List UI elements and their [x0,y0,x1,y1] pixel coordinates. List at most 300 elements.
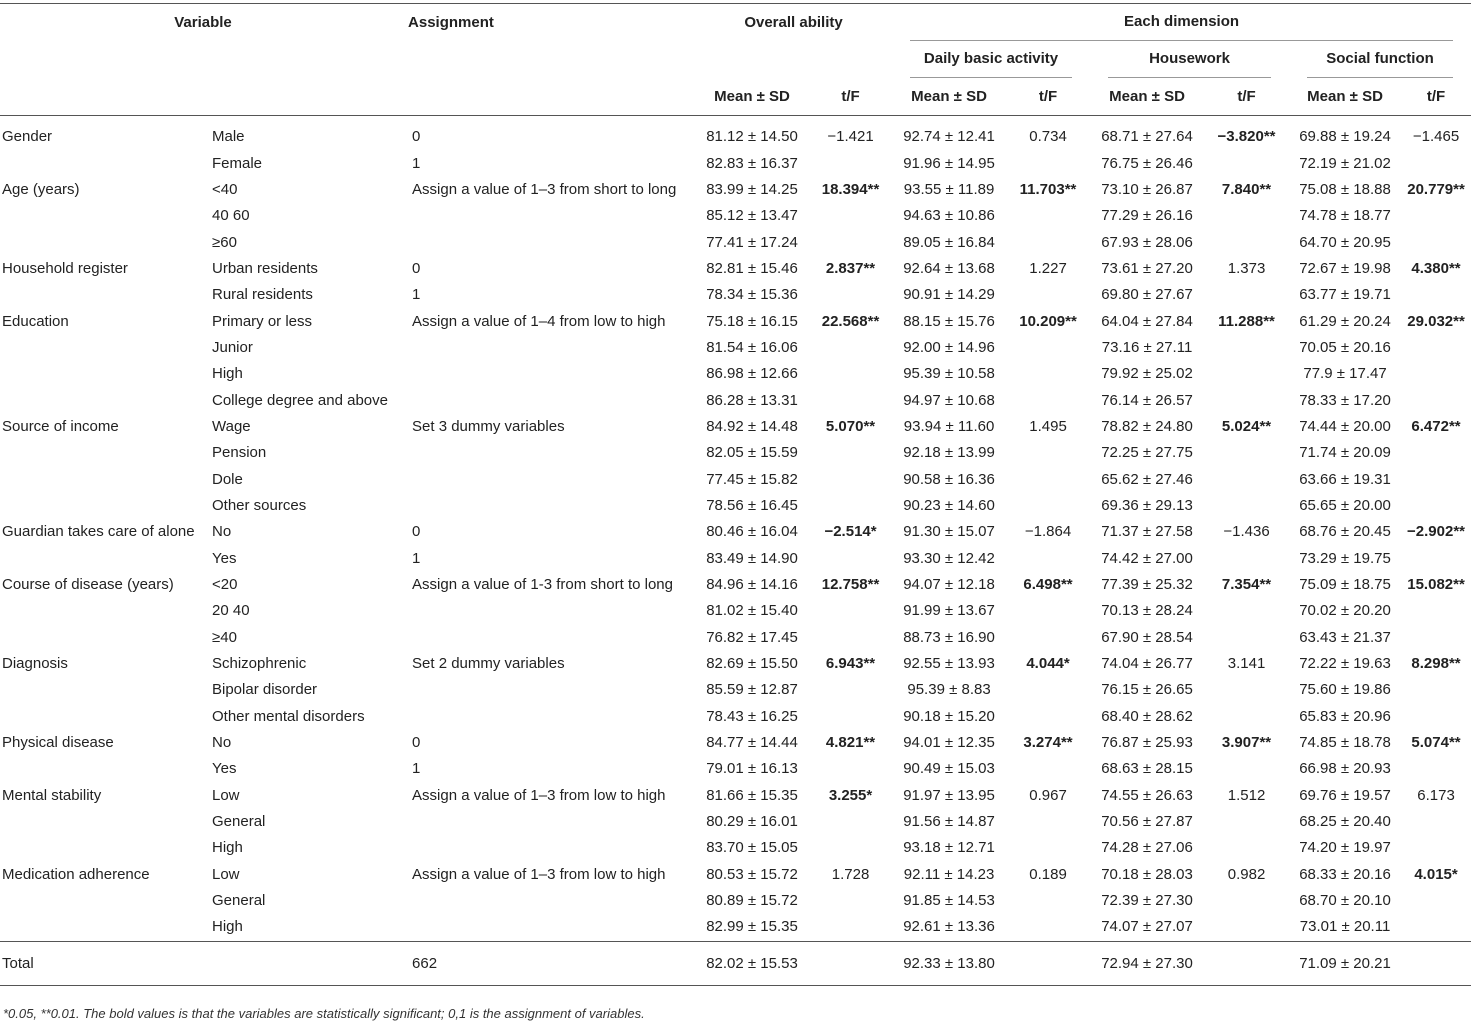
housework-tf-cell [1204,466,1289,492]
social-tf-cell [1401,914,1471,941]
daily-tf-cell [1006,677,1090,703]
social-tf-cell: 4.380** [1411,259,1461,277]
table-row [0,914,1471,941]
assignment-cell [406,361,695,387]
social-mean-cell: 72.22 ± 19.63 [1299,655,1391,673]
variable-cell [0,598,210,624]
social-mean-cell: 63.77 ± 19.71 [1299,286,1391,304]
social-mean-cell: 70.02 ± 20.20 [1299,602,1391,620]
variable-cell [0,282,210,308]
daily-mean-cell: 90.18 ± 15.20 [903,707,995,725]
assignment-cell [406,625,695,651]
level-cell: College degree and above [212,391,388,409]
assignment-cell [406,440,695,466]
daily-tf-cell [1006,546,1090,572]
total-daily-mean: 92.33 ± 13.80 [892,941,1006,985]
table-row [0,229,1471,255]
social-tf-cell [1401,466,1471,492]
header-tf: t/F [841,88,860,105]
social-mean-cell: 68.76 ± 20.45 [1299,523,1391,541]
overall-mean-cell: 77.41 ± 17.24 [706,233,798,251]
table-row [0,466,1471,492]
assignment-cell: 1 [412,760,421,778]
overall-mean-cell: 80.46 ± 16.04 [706,523,798,541]
housework-tf-cell [1204,150,1289,176]
overall-mean-cell: 85.12 ± 13.47 [706,207,798,225]
variable-cell [0,835,210,861]
housework-mean-cell: 74.28 ± 27.06 [1101,839,1193,857]
level-cell: ≥60 [212,233,237,251]
housework-mean-cell: 68.40 ± 28.62 [1101,707,1193,725]
social-tf-cell: 5.074** [1411,734,1461,752]
header-mean-sd: Mean ± SD [1109,88,1185,105]
social-tf-cell [1401,598,1471,624]
housework-tf-cell [1204,335,1289,361]
table-row [0,414,1471,440]
daily-mean-cell: 89.05 ± 16.84 [903,233,995,251]
social-mean-cell: 65.83 ± 20.96 [1299,707,1391,725]
housework-mean-cell: 74.04 ± 26.77 [1101,655,1193,673]
daily-tf-cell: 0.967 [1029,786,1067,804]
assignment-cell: 1 [412,154,421,172]
assignment-cell: Assign a value of 1–3 from low to high [412,786,666,804]
assignment-cell [406,835,695,861]
daily-tf-cell: 11.703** [1019,180,1077,198]
overall-mean-cell: 81.54 ± 16.06 [706,338,798,356]
assignment-cell [406,493,695,519]
social-tf-cell [1401,888,1471,914]
housework-mean-cell: 76.75 ± 26.46 [1101,154,1193,172]
assignment-cell [406,335,695,361]
total-n: 662 [406,941,695,985]
daily-mean-cell: 92.74 ± 12.41 [903,128,995,146]
table-row [0,756,1471,782]
variable-cell [0,203,210,229]
variable-cell [0,704,210,730]
social-mean-cell: 74.44 ± 20.00 [1299,417,1391,435]
overall-mean-cell: 80.53 ± 15.72 [706,865,798,883]
social-mean-cell: 64.70 ± 20.95 [1299,233,1391,251]
overall-tf-cell: 1.728 [831,865,870,883]
daily-tf-cell [1006,809,1090,835]
overall-tf-cell: 2.837** [825,259,876,277]
overall-tf-cell [809,440,892,466]
social-mean-cell: 78.33 ± 17.20 [1299,391,1391,409]
daily-mean-cell: 92.11 ± 14.23 [903,865,995,883]
daily-mean-cell: 88.15 ± 15.76 [903,312,995,330]
level-cell: Wage [212,417,251,435]
assignment-cell: Set 3 dummy variables [412,417,565,435]
table-row [0,677,1471,703]
level-cell: Junior [212,338,253,356]
assignment-cell [406,677,695,703]
social-mean-cell: 69.88 ± 19.24 [1299,128,1391,146]
daily-mean-cell: 91.99 ± 13.67 [903,602,995,620]
level-cell: Dole [212,470,243,488]
housework-mean-cell: 68.63 ± 28.15 [1101,760,1193,778]
table-body [0,116,1471,942]
social-mean-cell: 68.33 ± 20.16 [1299,865,1391,883]
header-assignment: Assignment [408,14,494,31]
level-cell: <20 [212,576,238,594]
variable-cell: Physical disease [2,734,114,752]
table-row [0,335,1471,361]
housework-tf-cell [1204,493,1289,519]
table-row [0,282,1471,308]
social-tf-cell [1401,835,1471,861]
social-mean-cell: 63.66 ± 19.31 [1299,470,1391,488]
table-row [0,387,1471,413]
housework-tf-cell: 1.512 [1227,786,1266,804]
housework-mean-cell: 76.87 ± 25.93 [1101,734,1193,752]
overall-tf-cell: −1.421 [827,128,874,146]
overall-mean-cell: 79.01 ± 16.13 [706,760,798,778]
level-cell: Female [212,154,263,172]
social-tf-cell: 6.173 [1417,786,1455,804]
daily-mean-cell: 94.01 ± 12.35 [903,734,995,752]
header-overall-ability: Overall ability [744,14,843,31]
housework-tf-cell [1204,809,1289,835]
housework-mean-cell: 70.56 ± 27.87 [1101,813,1193,831]
table-row [0,651,1471,677]
header-tf: t/F [1237,88,1256,105]
assignment-cell: Assign a value of 1-3 from short to long [412,576,673,594]
table-row [0,116,1471,151]
overall-mean-cell: 78.34 ± 15.36 [706,286,798,304]
daily-tf-cell [1006,361,1090,387]
total-overall-mean: 82.02 ± 15.53 [695,941,809,985]
social-mean-cell: 71.74 ± 20.09 [1299,444,1391,462]
housework-mean-cell: 68.71 ± 27.64 [1101,128,1193,146]
social-mean-cell: 73.29 ± 19.75 [1299,549,1391,567]
daily-mean-cell: 92.18 ± 13.99 [903,444,995,462]
social-tf-cell [1401,150,1471,176]
variable-cell: Source of income [2,417,119,435]
overall-mean-cell: 82.99 ± 15.35 [706,918,798,936]
overall-mean-cell: 84.77 ± 14.44 [706,734,798,752]
table-row [0,862,1471,888]
daily-mean-cell: 91.56 ± 14.87 [903,813,995,831]
variable-cell [0,387,210,413]
assignment-cell: Assign a value of 1–3 from short to long [412,180,677,198]
social-mean-cell: 74.78 ± 18.77 [1299,207,1391,225]
assignment-cell [406,704,695,730]
overall-mean-cell: 82.83 ± 16.37 [706,154,798,172]
social-mean-cell: 68.70 ± 20.10 [1299,892,1391,910]
level-cell: Yes [212,760,237,778]
level-cell: 40 60 [212,207,250,225]
housework-mean-cell: 72.39 ± 27.30 [1101,892,1193,910]
level-cell: High [212,918,243,936]
overall-tf-cell [809,493,892,519]
table-row [0,256,1471,282]
daily-tf-cell [1006,835,1090,861]
overall-mean-cell: 81.66 ± 15.35 [706,786,798,804]
total-social-mean: 71.09 ± 20.21 [1289,941,1401,985]
housework-tf-cell [1204,704,1289,730]
housework-mean-cell: 69.80 ± 27.67 [1101,286,1193,304]
housework-mean-cell: 76.14 ± 26.57 [1101,391,1193,409]
variable-cell [0,493,210,519]
overall-tf-cell [809,229,892,255]
overall-tf-cell [809,387,892,413]
level-cell: 20 40 [212,602,250,620]
housework-mean-cell: 64.04 ± 27.84 [1101,312,1193,330]
overall-tf-cell [809,756,892,782]
overall-mean-cell: 81.02 ± 15.40 [706,602,798,620]
social-mean-cell: 61.29 ± 20.24 [1299,312,1391,330]
social-mean-cell: 72.67 ± 19.98 [1299,259,1391,277]
social-tf-cell [1401,203,1471,229]
overall-mean-cell: 81.12 ± 14.50 [706,128,798,146]
social-tf-cell: 29.032** [1407,312,1465,330]
variable-cell [0,440,210,466]
level-cell: Low [212,865,240,883]
overall-tf-cell: 18.394** [821,180,880,198]
header-daily-basic-activity: Daily basic activity [892,41,1090,78]
daily-mean-cell: 91.30 ± 15.07 [903,523,995,541]
variable-cell [0,546,210,572]
overall-mean-cell: 83.99 ± 14.25 [706,180,798,198]
housework-mean-cell: 77.29 ± 26.16 [1101,207,1193,225]
housework-tf-cell: 7.354** [1221,576,1272,594]
daily-mean-cell: 91.85 ± 14.53 [903,892,995,910]
assignment-cell [406,888,695,914]
housework-mean-cell: 67.93 ± 28.06 [1101,233,1193,251]
housework-tf-cell: 11.288** [1218,312,1275,330]
table-row [0,835,1471,861]
daily-mean-cell: 94.97 ± 10.68 [903,391,995,409]
social-tf-cell [1401,704,1471,730]
daily-mean-cell: 95.39 ± 8.83 [907,681,991,699]
housework-mean-cell: 73.61 ± 27.20 [1101,259,1193,277]
daily-tf-cell [1006,466,1090,492]
daily-mean-cell: 90.23 ± 14.60 [903,496,995,514]
housework-tf-cell [1204,756,1289,782]
header-mean-sd: Mean ± SD [1307,88,1383,105]
table-row [0,203,1471,229]
overall-tf-cell: 4.821** [825,734,876,752]
daily-mean-cell: 91.97 ± 13.95 [903,786,995,804]
social-tf-cell: 4.015* [1414,865,1458,883]
housework-tf-cell [1204,914,1289,941]
variable-cell [0,361,210,387]
variable-cell: Education [2,312,69,330]
social-mean-cell: 70.05 ± 20.16 [1299,338,1391,356]
housework-tf-cell: 0.982 [1227,865,1266,883]
daily-mean-cell: 94.07 ± 12.18 [903,576,995,594]
daily-tf-cell [1006,888,1090,914]
housework-mean-cell: 79.92 ± 25.02 [1101,365,1193,383]
daily-tf-cell: 4.044* [1026,655,1070,673]
social-tf-cell [1401,229,1471,255]
daily-tf-cell: 1.227 [1029,259,1067,277]
variable-cell [0,888,210,914]
daily-mean-cell: 92.55 ± 13.93 [903,655,995,673]
social-tf-cell [1401,677,1471,703]
daily-mean-cell: 93.55 ± 11.89 [903,180,995,198]
social-mean-cell: 75.60 ± 19.86 [1299,681,1391,699]
housework-mean-cell: 76.15 ± 26.65 [1101,681,1193,699]
social-mean-cell: 75.08 ± 18.88 [1299,180,1391,198]
social-mean-cell: 74.20 ± 19.97 [1299,839,1391,857]
daily-mean-cell: 92.61 ± 13.36 [903,918,995,936]
housework-mean-cell: 74.07 ± 27.07 [1101,918,1193,936]
overall-mean-cell: 76.82 ± 17.45 [706,628,798,646]
table-row [0,177,1471,203]
social-tf-cell [1401,493,1471,519]
housework-tf-cell [1204,282,1289,308]
overall-tf-cell: 3.255* [828,786,873,804]
social-mean-cell: 74.85 ± 18.78 [1299,734,1391,752]
level-cell: Yes [212,549,237,567]
assignment-cell [406,914,695,941]
daily-tf-cell [1006,150,1090,176]
assignment-cell: 1 [412,286,421,304]
level-cell: General [212,892,266,910]
header-mean-sd: Mean ± SD [714,88,790,105]
social-tf-cell [1401,625,1471,651]
header-tf: t/F [1038,88,1058,105]
housework-tf-cell [1204,625,1289,651]
daily-mean-cell: 92.00 ± 14.96 [903,338,995,356]
daily-mean-cell: 94.63 ± 10.86 [903,207,995,225]
overall-tf-cell [809,150,892,176]
level-cell: No [212,523,232,541]
assignment-cell [406,387,695,413]
housework-tf-cell: 3.907** [1221,734,1272,752]
table-row [0,572,1471,598]
social-tf-cell [1401,756,1471,782]
assignment-cell: 0 [412,734,421,752]
assignment-cell: 0 [412,128,421,146]
daily-tf-cell: 0.734 [1029,128,1067,146]
overall-tf-cell [809,809,892,835]
variable-cell [0,150,210,176]
table-row [0,809,1471,835]
social-tf-cell [1401,440,1471,466]
level-cell: Urban residents [212,259,318,277]
variable-cell: Medication adherence [2,865,150,883]
social-mean-cell: 73.01 ± 20.11 [1299,918,1391,936]
assignment-cell [406,203,695,229]
daily-mean-cell: 90.58 ± 16.36 [903,470,995,488]
daily-tf-cell [1006,282,1090,308]
overall-tf-cell: 22.568** [821,312,880,330]
level-cell: Other mental disorders [212,707,365,725]
level-cell: Male [212,128,245,146]
level-cell: Primary or less [212,312,313,330]
overall-mean-cell: 82.81 ± 15.46 [706,259,798,277]
housework-tf-cell [1204,203,1289,229]
housework-mean-cell: 70.18 ± 28.03 [1101,865,1193,883]
daily-mean-cell: 95.39 ± 10.58 [903,365,995,383]
social-mean-cell: 63.43 ± 21.37 [1299,628,1391,646]
housework-tf-cell: 7.840** [1221,180,1272,198]
table-row [0,519,1471,545]
overall-tf-cell [809,835,892,861]
social-tf-cell [1401,546,1471,572]
level-cell: No [212,734,232,752]
daily-tf-cell [1006,387,1090,413]
level-cell: Bipolar disorder [212,681,318,699]
daily-mean-cell: 91.96 ± 14.95 [903,154,995,172]
daily-tf-cell [1006,203,1090,229]
daily-tf-cell: 0.189 [1029,865,1067,883]
overall-mean-cell: 85.59 ± 12.87 [706,681,798,699]
table-row [0,493,1471,519]
social-tf-cell: 15.082** [1407,576,1465,594]
social-tf-cell: −1.465 [1412,128,1460,146]
social-tf-cell [1401,361,1471,387]
social-tf-cell [1401,387,1471,413]
daily-tf-cell [1006,493,1090,519]
overall-tf-cell: 12.758** [821,576,880,594]
daily-tf-cell [1006,229,1090,255]
overall-mean-cell: 82.69 ± 15.50 [706,655,798,673]
daily-tf-cell [1006,440,1090,466]
social-tf-cell: −2.902** [1407,523,1466,541]
social-tf-cell [1401,809,1471,835]
daily-tf-cell [1006,704,1090,730]
overall-tf-cell: 6.943** [825,655,876,673]
social-mean-cell: 66.98 ± 20.93 [1299,760,1391,778]
overall-tf-cell [809,335,892,361]
header-variable: Variable [174,14,232,31]
social-tf-cell [1401,335,1471,361]
overall-mean-cell: 82.05 ± 15.59 [706,444,798,462]
level-cell: General [212,813,266,831]
housework-tf-cell [1204,546,1289,572]
header-each-dimension: Each dimension [892,4,1471,42]
level-cell: High [212,365,243,383]
daily-mean-cell: 93.94 ± 11.60 [903,417,995,435]
housework-mean-cell: 74.55 ± 26.63 [1101,786,1193,804]
assignment-cell: Assign a value of 1–3 from low to high [412,865,666,883]
daily-mean-cell: 90.91 ± 14.29 [903,286,995,304]
variable-cell [0,677,210,703]
variable-cell: Gender [2,128,53,146]
overall-tf-cell [809,361,892,387]
overall-mean-cell: 80.29 ± 16.01 [706,813,798,831]
overall-tf-cell [809,203,892,229]
social-mean-cell: 68.25 ± 20.40 [1299,813,1391,831]
housework-mean-cell: 69.36 ± 29.13 [1101,496,1193,514]
overall-mean-cell: 83.49 ± 14.90 [706,549,798,567]
social-mean-cell: 77.9 ± 17.47 [1303,365,1387,383]
variable-cell [0,914,210,941]
variable-cell: Age (years) [2,180,80,198]
overall-tf-cell: 5.070** [825,417,876,435]
overall-mean-cell: 83.70 ± 15.05 [706,839,798,857]
variable-cell: Course of disease (years) [2,576,174,594]
level-cell: Low [212,786,240,804]
assignment-cell [406,598,695,624]
daily-mean-cell: 90.49 ± 15.03 [903,760,995,778]
variable-cell: Diagnosis [2,655,68,673]
housework-tf-cell [1204,677,1289,703]
daily-tf-cell [1006,335,1090,361]
daily-tf-cell [1006,756,1090,782]
variable-cell [0,229,210,255]
variable-cell [0,466,210,492]
level-cell: ≥40 [212,628,237,646]
variable-cell [0,756,210,782]
table-row [0,704,1471,730]
daily-mean-cell: 92.64 ± 13.68 [903,259,995,277]
variable-cell: Household register [2,259,128,277]
overall-mean-cell: 84.96 ± 14.16 [706,576,798,594]
